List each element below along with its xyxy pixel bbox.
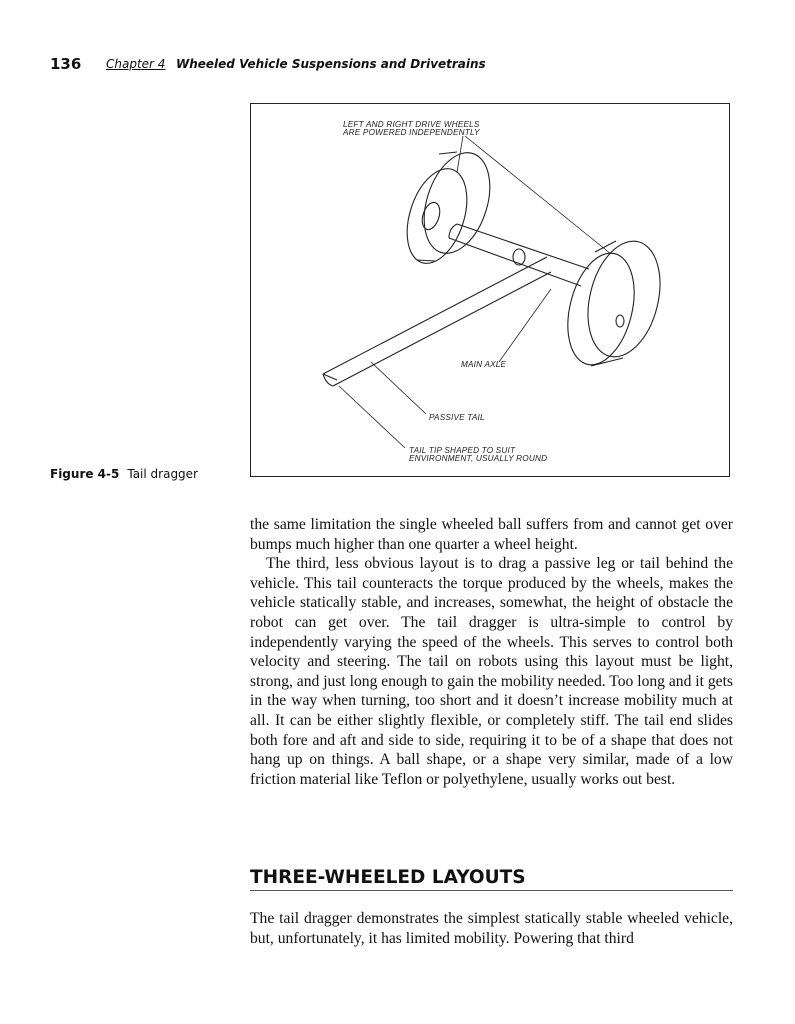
callout-tail-tip-line2: ENVIRONMENT, USUALLY ROUND (409, 454, 548, 463)
axle-bottom (449, 238, 581, 286)
tail-bottom-edge (333, 272, 551, 386)
section-heading: THREE-WHEELED LAYOUTS (250, 867, 733, 891)
section-body-text (250, 909, 733, 948)
paragraph: the same limitation the single wheeled ball suffers from and cannot get over bumps much higher than one quarter a wheel height. (250, 516, 733, 553)
chapter-title: Wheeled Vehicle Suspensions and Drivetrains (176, 57, 486, 71)
figure-caption-text: Tail dragger (127, 467, 198, 481)
callout-drive-wheels-line1: LEFT AND RIGHT DRIVE WHEELS (343, 120, 480, 129)
leader-tail-tip (339, 386, 405, 448)
page-number: 136 (50, 55, 82, 73)
callout-tail-tip-line1: TAIL TIP SHAPED TO SUIT (409, 446, 516, 455)
leader-drive-right (465, 136, 611, 254)
paragraph: The tail dragger demonstrates the simplest statically stable wheeled vehicle, but, unfortunately, it has limited mobility. Powering that third (250, 910, 733, 947)
leader-main-axle (499, 289, 551, 362)
chapter-label: Chapter 4 (106, 57, 166, 71)
axle-end-left (449, 224, 457, 238)
callout-passive-tail: PASSIVE TAIL (429, 413, 485, 422)
body-text (250, 515, 733, 789)
paragraph: The third, less obvious layout is to drag a passive leg or tail behind the vehicle. This tail counteracts the torque produced by the wheels, makes the vehicle statically stable, and increases, somewhat, the height of obstacle the robot can get over. The tail dragger is ultra-simple to control by independently varying the speed of the wheels. This serves to control both velocity and steering. The tail on robots using this layout must be light, strong, and just long enough to gain the mobility needed. Too long and it gets in the way when turning, too short and it doesn’t increase mobility much at all. It can be either slightly flexible, or completely stiff. The tail end slides both fore and aft and side to side, requiring it to be of a shape that does not hang up on things. A ball shape, or a shape very similar, made of a low friction material like Teflon or polyethylene, usually works out best. (250, 555, 733, 788)
tail-dragger-illustration (251, 104, 731, 478)
figure-number: Figure 4-5 (50, 467, 120, 481)
figure-caption (50, 467, 198, 481)
callout-main-axle: MAIN AXLE (461, 360, 507, 369)
figure-tail-dragger (250, 103, 730, 477)
axle-collar (513, 249, 525, 265)
leader-passive-tail (371, 362, 426, 414)
callout-drive-wheels-line2: ARE POWERED INDEPENDENTLY (343, 128, 480, 137)
right-wheel (557, 234, 671, 372)
leader-drive-left (457, 136, 463, 172)
tail-top-edge (323, 257, 547, 374)
